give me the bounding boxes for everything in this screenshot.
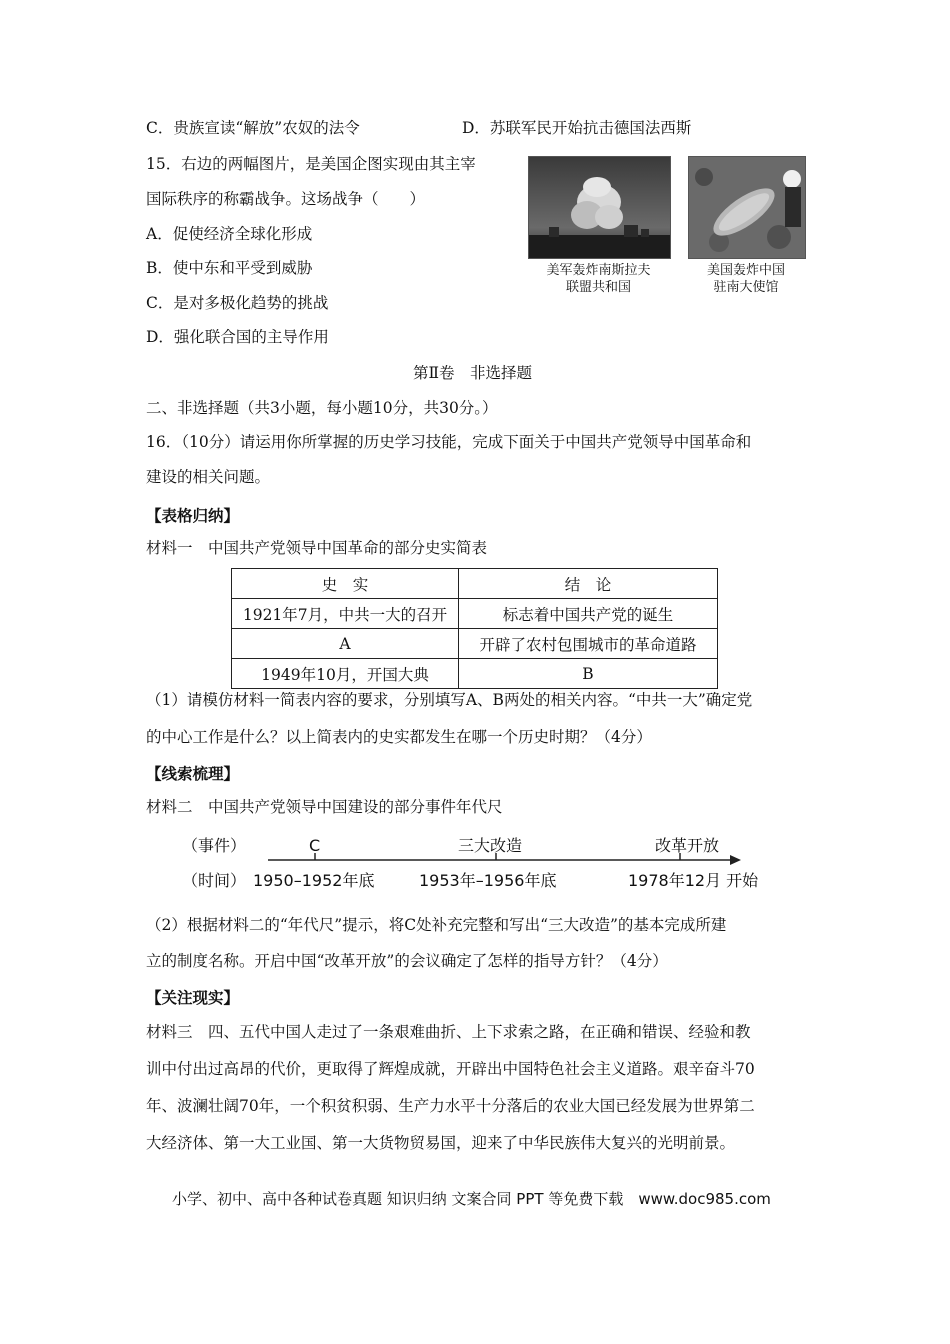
table-row	[232, 659, 718, 689]
timeline-time-3: 1978年12月 开始	[628, 871, 759, 890]
section-heading-reality: 【关注现实】	[146, 988, 240, 1007]
material3-line1: 材料三 四、五代中国人走过了一条艰难曲折、上下求索之路，在正确和错误、经验和教	[146, 1023, 751, 1041]
q16-subq1-line1: （1）请模仿材料一简表内容的要求，分别填写A、B两处的相关内容。“中共一大”确定党	[146, 691, 753, 709]
q16-stem-line2: 建设的相关问题。	[146, 468, 271, 486]
table-cell: A	[232, 629, 459, 659]
q15-option-c: C．是对多极化趋势的挑战	[146, 294, 329, 312]
q16-subq2-line1: （2）根据材料二的“年代尺”提示，将C处补充完整和写出“三大改造”的基本完成所建	[146, 916, 727, 934]
q15-stem-line2: 国际秩序的称霸战争。这场战争（ ）	[146, 190, 426, 208]
timeline-time-1: 1950–1952年底	[253, 871, 375, 890]
table-row	[232, 629, 718, 659]
section-heading-table: 【表格归纳】	[146, 506, 240, 525]
photo2-caption	[683, 262, 809, 296]
part2-instruction: 二、非选择题（共3小题，每小题10分，共30分。）	[146, 399, 498, 417]
timeline-time-label: （时间）	[182, 871, 247, 890]
q16-subq1-line2: 的中心工作是什么？以上简表内的史实都发生在哪一个历史时期？（4分）	[146, 728, 652, 746]
page-footer: 小学、初中、高中各种试卷真题 知识归纳 文案合同 PPT 等免费下载 www.doc985.com	[172, 1190, 771, 1208]
q14-option-c: C．贵族宣读“解放”农奴的法令	[146, 119, 360, 137]
material3-line2: 训中付出过高昂的代价，更取得了辉煌成就，开辟出中国特色社会主义道路。艰辛奋斗70	[146, 1060, 755, 1078]
timeline-event-reform-opening: 改革开放	[655, 836, 720, 855]
q15-option-d: D．强化联合国的主导作用	[146, 328, 329, 346]
material3-line4: 大经济体、第一大工业国、第一大货物贸易国，迎来了中华民族伟大复兴的光明前景。	[146, 1134, 736, 1152]
q16-subq2-line2: 立的制度名称。开启中国“改革开放”的会议确定了怎样的指导方针？（4分）	[146, 952, 668, 970]
timeline-time-2: 1953年–1956年底	[419, 871, 557, 890]
material2-title: 材料二 中国共产党领导中国建设的部分事件年代尺	[146, 798, 503, 816]
table-header-row	[232, 569, 718, 599]
table-header-facts: 史 实	[232, 569, 459, 599]
table-cell: 标志着中国共产党的诞生	[459, 599, 718, 629]
photo2-caption-line1: 美国轰炸中国	[706, 263, 785, 278]
section-heading-timeline: 【线索梳理】	[146, 764, 240, 783]
table-header-conclusion: 结 论	[459, 569, 718, 599]
history-facts-table	[231, 568, 718, 689]
q15-option-b: B．使中东和平受到威胁	[146, 259, 313, 277]
timeline-event-three-transformations: 三大改造	[458, 836, 523, 855]
table-cell: 1921年7月，中共一大的召开	[232, 599, 459, 629]
table-cell: B	[459, 659, 718, 689]
photo1-caption	[521, 262, 676, 296]
photo2-caption-line2: 驻南大使馆	[713, 280, 779, 295]
timeline-event-label: （事件）	[182, 836, 247, 855]
table-cell: 1949年10月，开国大典	[232, 659, 459, 689]
table-cell: 开辟了农村包围城市的革命道路	[459, 629, 718, 659]
bombing-yugoslavia-photo	[528, 156, 671, 259]
material3-line3: 年、波澜壮阔70年，一个积贫积弱、生产力水平十分落后的农业大国已经发展为世界第二	[146, 1097, 755, 1115]
q14-option-d: D．苏联军民开始抗击德国法西斯	[462, 119, 692, 137]
embassy-bombing-photo	[688, 156, 806, 259]
q16-stem-line1: 16．（10分）请运用你所掌握的历史学习技能，完成下面关于中国共产党领导中国革命和	[146, 433, 752, 451]
q15-stem-line1: 15．右边的两幅图片，是美国企图实现由其主宰	[146, 155, 476, 173]
photo1-caption-line1: 美军轰炸南斯拉夫	[546, 263, 651, 278]
material1-title: 材料一 中国共产党领导中国革命的部分史实简表	[146, 539, 488, 557]
timeline-event-c: C	[309, 836, 321, 855]
q15-option-a: A．促使经济全球化形成	[146, 225, 313, 243]
photo1-caption-line2: 联盟共和国	[565, 280, 631, 295]
table-row	[232, 599, 718, 629]
part2-title: 第Ⅱ卷 非选择题	[413, 364, 533, 382]
